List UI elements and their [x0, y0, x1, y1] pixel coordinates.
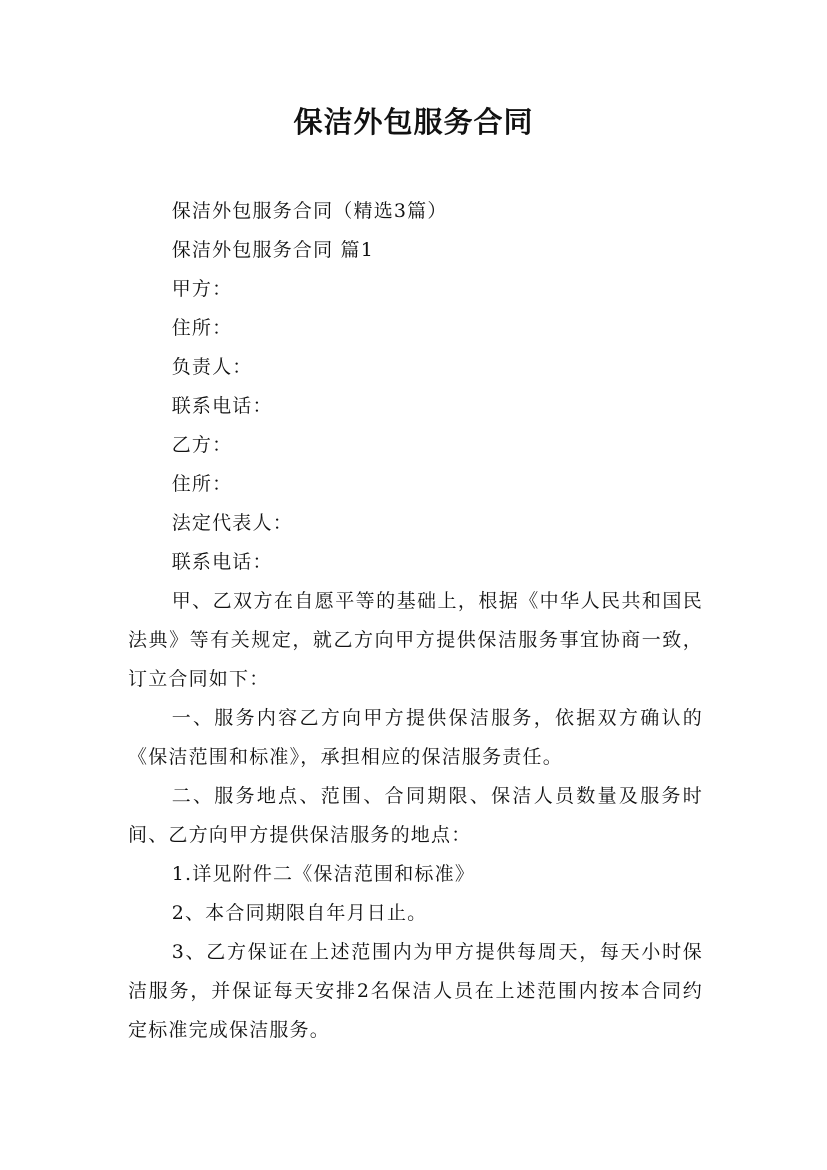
- clause-2-item-2: 2、本合同期限自年月日止。: [171, 902, 428, 924]
- party-a-address: 住所：: [171, 317, 233, 339]
- party-b-legal-rep: 法定代表人：: [171, 512, 293, 534]
- document-body: [128, 192, 703, 1050]
- paragraph-section-heading: 保洁外包服务合同 篇1: [171, 239, 375, 261]
- party-a-phone: 联系电话：: [171, 395, 273, 417]
- paragraph-preamble: 甲、乙双方在自愿平等的基础上，根据《中华人民共和国民法典》等有关规定，就乙方向甲方提供保洁服务事宜协商一致，订立合同如下：: [128, 590, 703, 690]
- paragraph-subtitle: 保洁外包服务合同（精选3篇）: [171, 200, 448, 222]
- document-title: 保洁外包服务合同: [293, 105, 534, 139]
- party-b-label: 乙方：: [171, 434, 233, 456]
- clause-1-service-content: 一、服务内容乙方向甲方提供保洁服务，依据双方确认的《保洁范围和标准》，承担相应的保洁服务责任。: [128, 707, 703, 768]
- party-a-label: 甲方：: [171, 278, 233, 300]
- party-a-responsible: 负责人：: [171, 356, 253, 378]
- clause-2-item-3: 3、乙方保证在上述范围内为甲方提供每周天，每天小时保洁服务，并保证每天安排2名保洁人员在上述范围内按本合同约定标准完成保洁服务。: [128, 941, 703, 1041]
- party-b-phone: 联系电话：: [171, 551, 273, 573]
- party-b-address: 住所：: [171, 473, 233, 495]
- clause-2-item-1: 1.详见附件二《保洁范围和标准》: [171, 863, 476, 885]
- clause-2-service-location: 二、服务地点、范围、合同期限、保洁人员数量及服务时间、乙方向甲方提供保洁服务的地点：: [128, 785, 703, 846]
